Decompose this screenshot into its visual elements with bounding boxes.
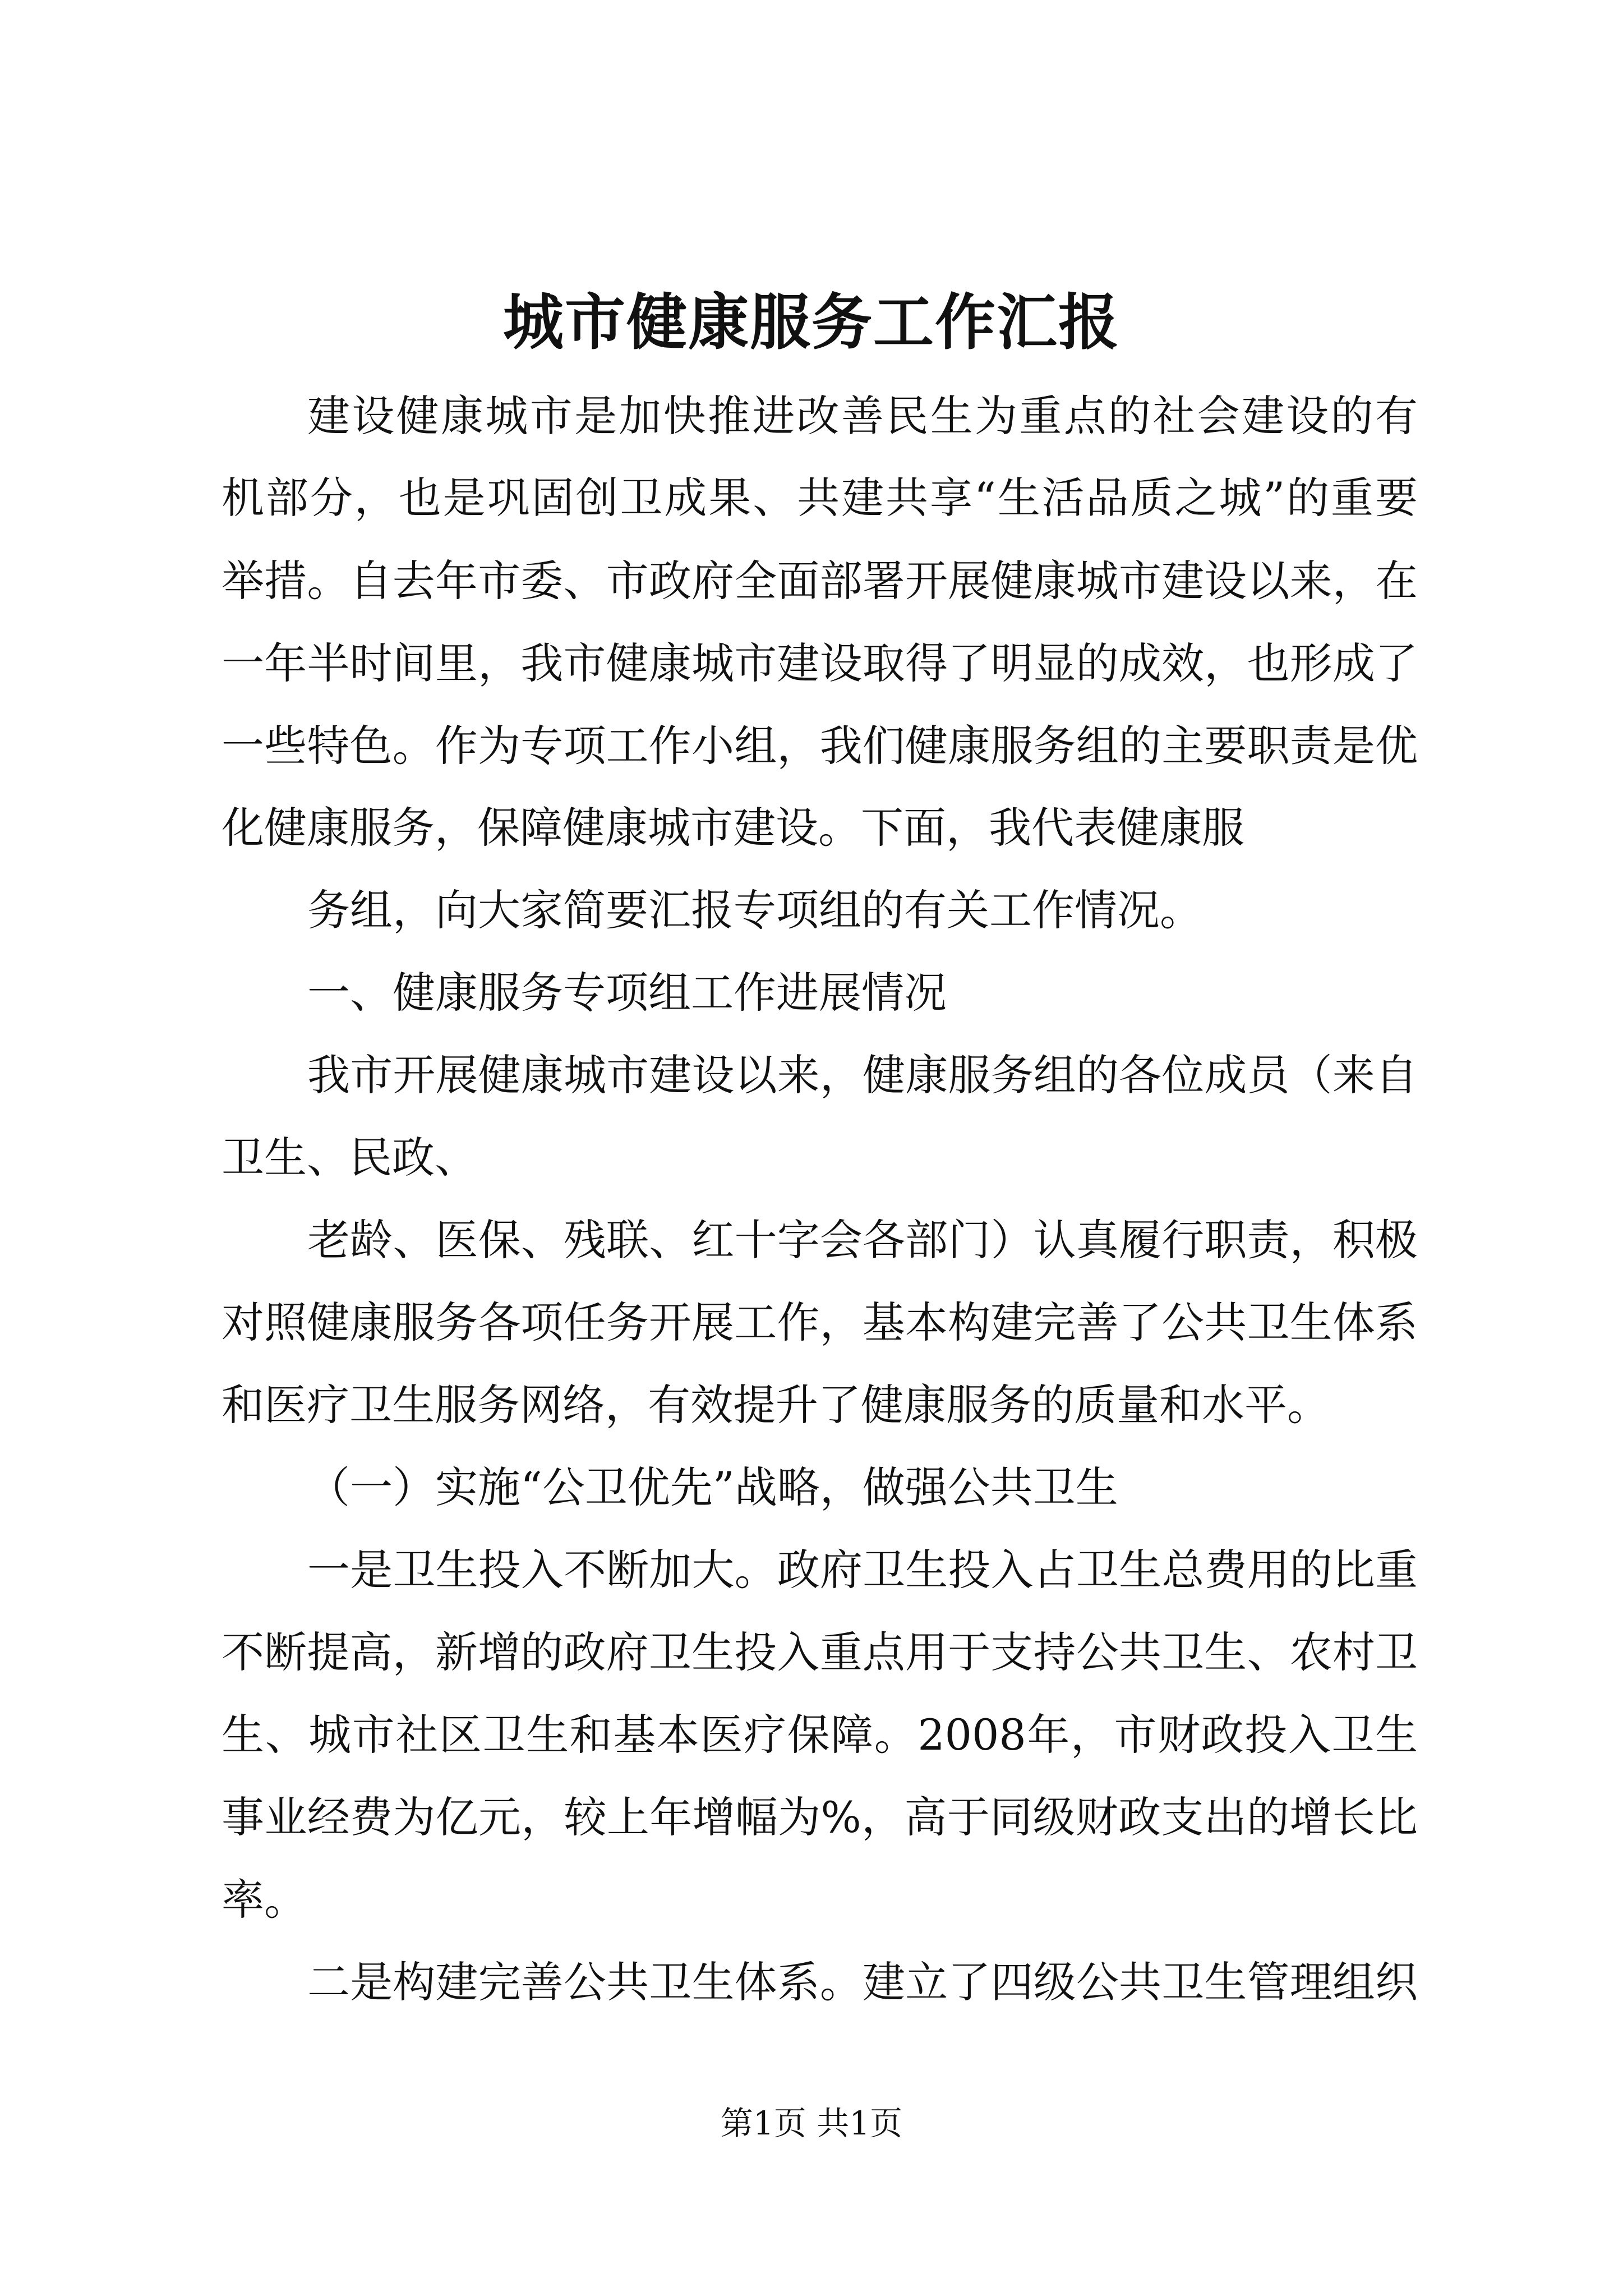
body-line: 生、城市社区卫生和基本医疗保障。2008年，市财政投入卫生 xyxy=(222,1710,1418,1760)
body-line: 对照健康服务各项任务开展工作，基本构建完善了公共卫生体系 xyxy=(222,1297,1418,1347)
body-line: 二是构建完善公共卫生体系。建立了四级公共卫生管理组织 xyxy=(307,1957,1418,2007)
body-line: 机部分，也是巩固创卫成果、共建共享“生活品质之城”的重要 xyxy=(222,473,1418,523)
body-line: 我市开展健康城市建设以来，健康服务组的各位成员（来自 xyxy=(307,1050,1418,1100)
body-line: 一些特色。作为专项工作小组，我们健康服务组的主要职责是优 xyxy=(222,721,1418,771)
body-line: 事业经费为亿元，较上年增幅为%，高于同级财政支出的增长比 xyxy=(222,1792,1418,1842)
body-line: 卫生、民政、 xyxy=(222,1133,477,1182)
body-line: 率。 xyxy=(222,1875,307,1925)
body-line: 建设健康城市是加快推进改善民生为重点的社会建设的有 xyxy=(307,391,1418,441)
body-line: 和医疗卫生服务网络，有效提升了健康服务的质量和水平。 xyxy=(222,1380,1330,1430)
body-line: 举措。自去年市委、市政府全面部署开展健康城市建设以来，在 xyxy=(222,556,1418,606)
subsection-heading: （一）实施“公卫优先”战略，做强公共卫生 xyxy=(307,1462,1118,1512)
body-line: 老龄、医保、残联、红十字会各部门）认真履行职责，积极 xyxy=(307,1215,1418,1265)
body-line: 一年半时间里，我市健康城市建设取得了明显的成效，也形成了 xyxy=(222,638,1418,688)
document-title: 城市健康服务工作汇报 xyxy=(502,287,1120,358)
body-line: 务组，向大家简要汇报专项组的有关工作情况。 xyxy=(307,885,1202,935)
section-heading: 一、健康服务专项组工作进展情况 xyxy=(307,968,947,1018)
page-footer: 第1页 共1页 xyxy=(720,2104,903,2142)
body-line: 一是卫生投入不断加大。政府卫生投入占卫生总费用的比重 xyxy=(307,1545,1418,1595)
body-line: 不断提高，新增的政府卫生投入重点用于支持公共卫生、农村卫 xyxy=(222,1627,1418,1677)
body-line: 化健康服务，保障健康城市建设。下面，我代表健康服 xyxy=(222,803,1244,853)
